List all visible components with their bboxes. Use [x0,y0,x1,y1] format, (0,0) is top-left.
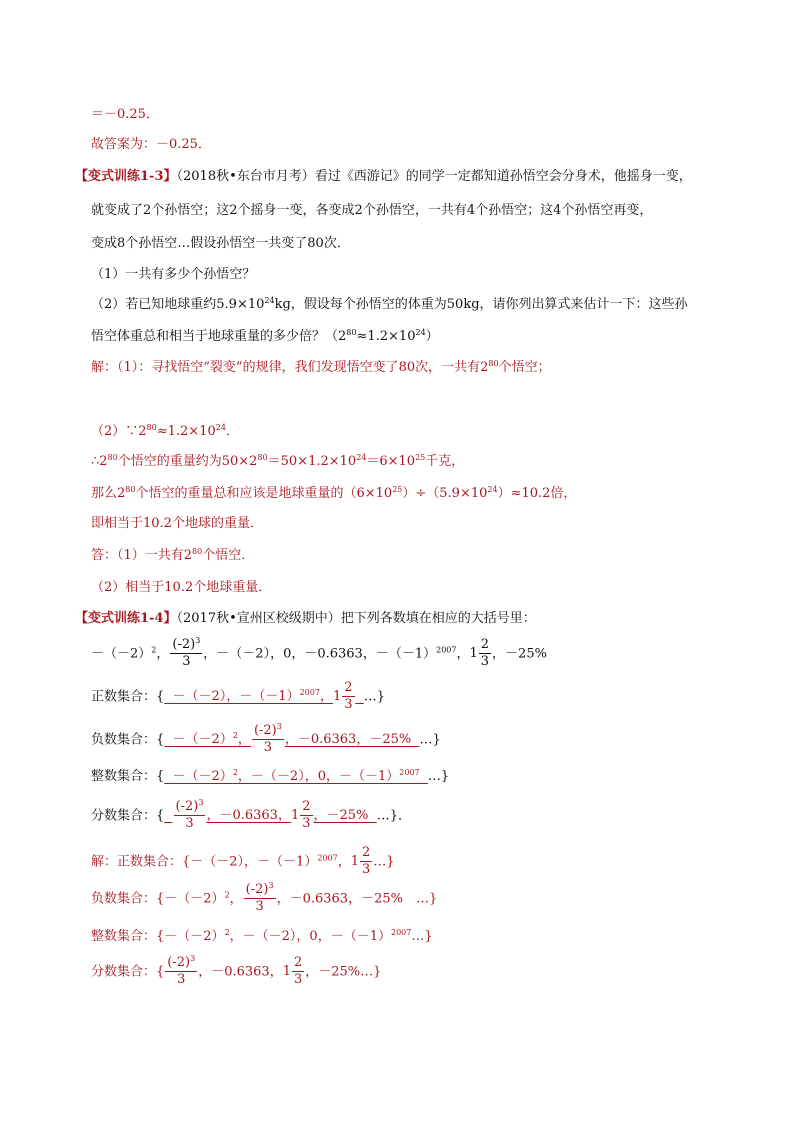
set-answer: －（－2） [172,732,233,748]
exponent: 25 [415,453,426,462]
exponent: 2007 [299,688,320,698]
separator: ， [237,732,251,748]
exponent: 24 [264,296,275,305]
set-answer: －（－2），－（－1） [172,689,300,705]
fraction-set-blank [91,800,411,832]
answer-text: 答：（1）一共有2 [91,548,193,563]
q2-text: 悟空体重总和相当于地球重量的多少倍？（2 [91,329,347,344]
q2-text: （2）若已知地球重约5.9×10 [91,297,265,312]
fraction-numerator: (-2) [167,955,191,970]
fraction-numerator: 2 [300,800,312,816]
answer-text: 个悟空． [202,548,255,563]
solution-text: 千克， [425,454,465,469]
mixed-number [291,800,314,832]
exponent: 80 [488,359,499,368]
exponent: 80 [107,453,118,462]
exponent: 2 [151,645,157,655]
problem-text: （2018秋•东台市月考）看过《西游记》的同学一定都知道孙悟空会分身术，他摇身一变， [176,169,692,184]
set-answer: －（－2） [172,769,233,784]
set-answer: ，－0.6363， [198,964,283,980]
mixed-whole: 1 [282,964,291,980]
set-label: 正数集合：{ [91,689,165,705]
set-answer: {－（－2），－（－1） [182,854,318,870]
fraction-denominator: 3 [177,972,186,988]
solution-text: 解：（1）：寻找悟空“裂变”的规律，我们发现悟空变了80次，一共有2 [91,360,489,375]
positive-set-blank [91,681,385,713]
exponent: 24 [415,328,426,337]
set-end: …} [360,964,382,980]
fraction-numerator: 2 [292,956,304,972]
problem-tag: 【变式训练1-3】 [75,169,177,184]
fraction [174,800,206,832]
fraction-denominator: 3 [480,654,490,670]
exponent: 3 [198,798,204,807]
solution-text: （2）∵2 [91,424,147,439]
exponent: 80 [257,453,268,462]
fraction-denominator: 3 [255,899,264,915]
mixed-number [469,638,492,670]
q2-text: kg，假设每个孙悟空的体重为50kg，请你列出算式来估计一下：这些孙 [274,297,688,312]
fraction-denominator: 3 [185,816,194,832]
mixed-number [283,956,306,988]
problem-text: （2017秋•宣州区校级期中）把下列各数填在相应的大括号里： [176,611,536,626]
set-label: 解：正数集合： [91,854,183,870]
set-start: { [156,964,165,980]
fraction-denominator: 3 [362,862,371,878]
set-label: 负数集合：{ [91,732,165,748]
exponent: 24 [356,453,367,462]
integer-set-blank [91,770,449,783]
solution-4 [91,487,576,500]
solution-text: ∴2 [91,454,108,469]
set-answer: {－（－2） [156,929,225,944]
exponent: 3 [276,722,282,731]
mixed-whole: 1 [350,854,359,870]
mixed-whole: 1 [290,808,300,824]
exponent: 2 [224,928,230,937]
set-end: …} [427,769,450,784]
answer-line-1: ＝－0.25． [91,107,159,122]
set-answer: {－（－2） [156,891,225,907]
solution-text: ）÷（5.9×10 [402,486,488,501]
set-label: 分数集合：{ [91,808,165,824]
problem-tag: 【变式训练1-4】 [75,611,177,626]
fraction-numerator: (-2) [172,637,196,652]
answer-line-2: 故答案为：－0.25． [91,137,211,152]
problem-1-3-intro [75,170,692,183]
question-1: （1）一共有多少个孙悟空？ [91,267,256,282]
answer-2: （2）相当于10.2个地球重量． [91,580,272,595]
set-label: 整数集合： [91,929,157,944]
solution-3 [91,455,464,468]
number-list [91,638,547,670]
exponent: 80 [192,547,203,556]
exponent: 80 [146,423,157,432]
solution-text: ）≈10.2倍， [497,486,577,501]
mixed-whole: 1 [469,646,478,662]
separator: ， [319,689,333,705]
list-item: ，－（－2），0，－0.6363，－（－1） [203,646,437,662]
solution-integer-set [91,930,433,943]
set-answer: ，－（－2），0，－（－1） [237,769,400,784]
answer-1 [91,549,254,562]
negative-set-blank [91,724,441,756]
mixed-whole: 1 [332,689,342,705]
exponent: 80 [125,485,136,494]
fraction-denominator: 3 [182,654,191,670]
fraction-numerator: 2 [360,846,372,862]
list-item: ，－25% [492,646,547,662]
exponent: 2007 [436,645,457,655]
solution-2 [91,425,239,438]
solution-text: ． [225,424,239,439]
solution-text: ＝6×10 [366,454,416,469]
exponent: 3 [190,954,196,963]
fraction-denominator: 3 [302,816,311,832]
fraction-numerator: (-2) [245,882,269,897]
set-label: 整数集合：{ [91,769,165,784]
exponent: 24 [487,485,498,494]
fraction-numerator: 2 [342,681,354,697]
q2-text: ≈1.2×10 [356,329,416,344]
exponent: 2007 [317,853,338,863]
solution-positive-set [91,846,395,878]
problem-1-3-intro-2: 就变成了2个孙悟空；这2个摇身一变，各变成2个孙悟空，一共有4个孙悟空；这4个孙悟空再变， [91,203,653,218]
problem-1-4-intro [75,612,536,625]
separator: ， [229,891,243,907]
exponent: 25 [392,485,403,494]
set-answer: ，－0.6363，－25% [284,732,412,748]
question-2-line-2 [91,330,439,343]
fraction-denominator: 3 [263,740,273,756]
exponent: 2 [232,731,238,741]
solution-text: 个悟空； [498,360,551,375]
list-item: －（－2） [91,646,152,662]
solution-5: 即相当于10.2个地球的重量． [91,516,263,531]
fraction-denominator: 3 [293,972,303,988]
set-end: …} [363,689,386,705]
solution-text: ≈1.2×10 [156,424,216,439]
set-label: 分数集合： [91,964,157,980]
solution-text: 个悟空的重量约为50×2 [117,454,258,469]
exponent: 2 [232,768,238,777]
set-answer: ，－25% [313,808,369,824]
fraction [244,883,276,915]
set-answer: ，－0.6363， [206,808,291,824]
mixed-number [351,846,374,878]
fraction [170,638,202,670]
set-answer: ，－0.6363，－25% …} [276,891,438,907]
problem-1-3-intro-3: 变成8个孙悟空…假设孙悟空一共变了80次． [91,236,350,251]
set-end: …} [411,929,433,944]
question-2 [91,298,688,311]
exponent: 80 [346,328,357,337]
separator: ， [156,646,170,662]
solution-text: 个悟空的重量总和应该是地球重量的（6×10 [135,486,393,501]
solution-text: ＝50×1.2×10 [267,454,357,469]
exponent: 2007 [399,768,420,777]
q2-text: ） [425,329,439,344]
set-answer: ，－25% [305,964,361,980]
set-end: …}． [376,808,411,824]
solution-1 [91,361,551,374]
exponent: 2007 [390,928,412,937]
fraction-numerator: (-2) [175,799,199,814]
exponent: 3 [195,636,201,645]
solution-fraction-set [91,956,381,988]
exponent: 3 [268,881,274,890]
set-answer: ，－（－2），0，－（－1） [229,929,391,944]
separator: ， [337,854,351,870]
separator: ， [456,646,470,662]
solution-text: 那么2 [91,486,126,501]
set-end: …} [419,732,441,748]
set-end: …} [373,854,395,870]
exponent: 24 [215,423,226,432]
fraction [252,724,284,756]
fraction-denominator: 3 [344,697,353,713]
exponent: 2 [224,890,230,900]
solution-negative-set [91,883,437,915]
set-label: 负数集合： [91,891,157,907]
mixed-number [333,681,356,713]
fraction-numerator: (-2) [253,723,277,738]
fraction [165,956,197,988]
fraction-numerator: 2 [479,638,491,654]
